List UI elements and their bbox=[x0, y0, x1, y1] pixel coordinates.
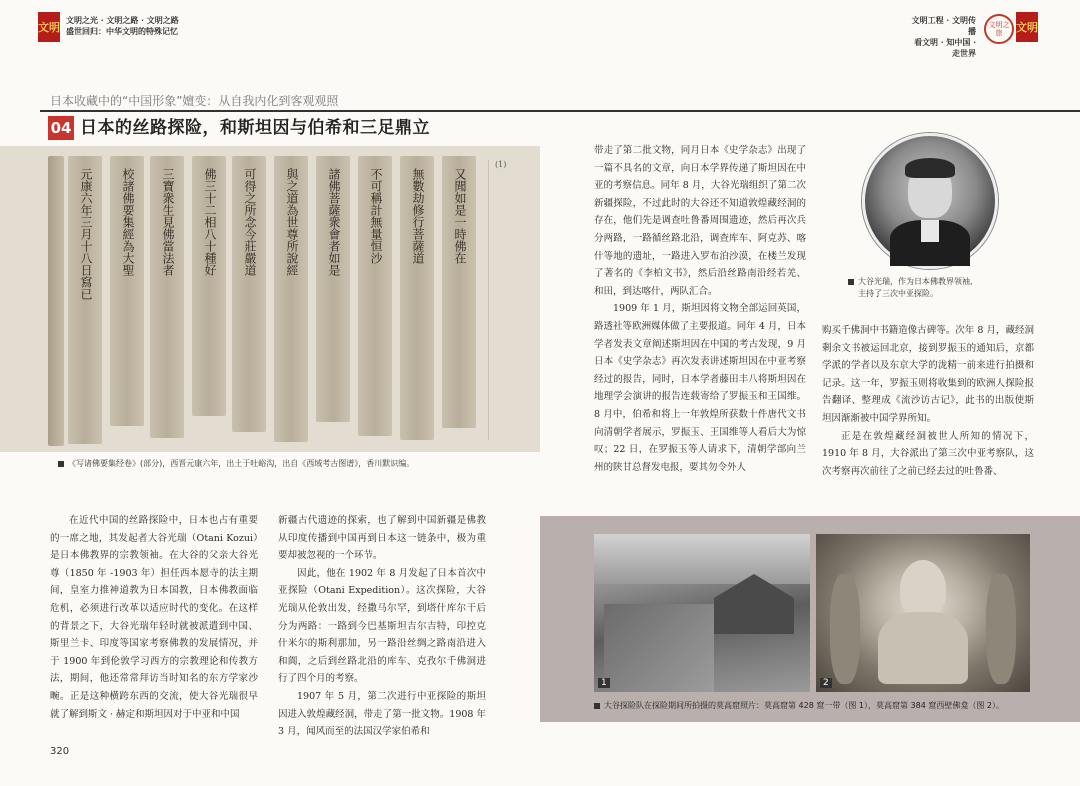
manuscript-caption-text: 《写诸佛要集经卷》(部分)，西晋元康六年，出土于吐峪沟，出自《西域考古图谱》，香川默识编。 bbox=[68, 459, 415, 468]
mogao-384-photo bbox=[816, 534, 1030, 692]
right-logo-text: 文明 bbox=[1016, 21, 1038, 34]
left-logo bbox=[38, 12, 60, 42]
section-divider bbox=[40, 110, 1080, 112]
header-left-line2: 盛世回归：中华文明的特殊记忆 bbox=[66, 26, 178, 36]
right-logo bbox=[1016, 12, 1038, 42]
body-paragraph: 1907 年 5 月，第二次进行中亚探险的斯坦因进入敦煌藏经洞，带走了第一批文物。1908 年 3 月，闻风而至的法国汉学家伯希和 bbox=[278, 690, 486, 738]
photos-caption-text: 大谷探险队在探险期间所拍摄的莫高窟照片：莫高窟第 428 窟一带（图 1），莫高窟第 384 窟西壁佛龛（图 2）。 bbox=[604, 701, 1004, 710]
body-paragraph: 带走了第二批文物，同月日本《史学杂志》出现了一篇不具名的文章，向日本学界传递了斯坦因在中亚的考察信息。同年 8 月，大谷光瑞组织了第二次新疆探险，不过此时的大谷还不知道敦煌藏经洞的存在，他们先是调查吐鲁番周围遗迹，然后再次兵分两路，一路循丝路北沿，调查库车、阿克苏、喀什等地的遗址，一路进入罗布泊沙漠，在楼兰发现了著名的《李柏文书》，然后沿丝路南沿经若羌、和田，到达喀什，两队汇合。 bbox=[594, 145, 806, 297]
caption-bullet-icon bbox=[848, 279, 854, 285]
body-paragraph: 购买千佛洞中书籍造像古碑等。次年 8 月，藏经洞剩余文书被运回北京，接到罗振玉的通知后，京都学派的学者以及东京大学的泷精一前来进行拍摄和记录。这一年，罗振玉则将收集到的欧洲人探险报告翻译、整理成《流沙访古记》，此书的出版使斯坦因渐渐被中国学界所知。 bbox=[822, 325, 1034, 424]
header-right-line2: 看文明 · 知中国 · 走世界 bbox=[914, 37, 976, 58]
header-right-line1: 文明工程 · 文明传播 bbox=[911, 15, 976, 36]
manuscript-text: 與之道為世尊所說經 bbox=[285, 168, 299, 276]
manuscript-image bbox=[0, 146, 540, 452]
photo2-buddha-body bbox=[878, 612, 968, 684]
header-left bbox=[66, 15, 179, 37]
photo2-attendant bbox=[986, 574, 1016, 684]
photo2-attendant bbox=[830, 574, 860, 684]
header-right bbox=[904, 15, 976, 59]
portrait-caption-line2: 主持了三次中亚探险。 bbox=[858, 289, 938, 298]
photo1-number: 1 bbox=[598, 678, 610, 688]
body-paragraph: 因此，他在 1902 年 8 月发起了日本首次中亚探险（Otani Expedition）。这次探险，大谷光瑞从伦敦出发，经撒马尔罕，到塔什库尔干后分为两路：一路到今巴基斯坦吉尔吉特，印控克什米尔的斯利那加，另一路沿丝绸之路南沿进入和阗，之后到丝路北沿的库车、克孜尔千佛洞进行了四个月的考察。 bbox=[278, 567, 486, 685]
manuscript-text: 元康六年三月十八日寫已 bbox=[79, 168, 93, 300]
manuscript-caption bbox=[58, 458, 528, 470]
body-column-1 bbox=[50, 512, 258, 723]
left-logo-text: 文明 bbox=[38, 21, 60, 34]
manuscript-text: 無數劫修行菩薩道 bbox=[411, 168, 425, 264]
seal-text: 文明之旅 bbox=[988, 21, 1010, 37]
photo1-sky bbox=[594, 534, 810, 584]
manuscript-text: 佛三十二相八十種好 bbox=[203, 168, 217, 276]
header-left-line1: 文明之光 · 文明之路 · 文明之路 bbox=[66, 15, 179, 25]
body-paragraph: 正是在敦煌藏经洞被世人所知的情况下，1910 年 8 月，大谷派出了第三次中亚考察队，这次考察再次前往了之前已经去过的吐鲁番、 bbox=[822, 430, 1034, 477]
portrait-photo bbox=[862, 133, 998, 269]
photo2-buddha-head bbox=[900, 560, 946, 618]
body-column-4 bbox=[822, 322, 1034, 480]
caption-bullet-icon bbox=[58, 461, 64, 467]
manuscript-text: 可得之所念今莊嚴道 bbox=[243, 168, 257, 276]
running-title: 日本收藏中的“中国形象”嬗变：从自我内化到客观观照 bbox=[50, 94, 339, 108]
manuscript-text: 諸佛菩薩衆會者如是 bbox=[327, 168, 341, 276]
photo2-number: 2 bbox=[820, 678, 832, 688]
section-number: 04 bbox=[48, 116, 74, 140]
portrait-caption bbox=[848, 276, 1038, 300]
mogao-428-photo bbox=[594, 534, 810, 692]
caption-bullet-icon bbox=[594, 703, 600, 709]
body-column-2 bbox=[278, 512, 486, 741]
portrait-caption-line1: 大谷光瑞，作为日本佛教界领袖, bbox=[858, 277, 973, 286]
body-paragraph: 在近代中国的丝路探险中，日本也占有重要的一席之地，其发起者大谷光瑞（Otani Kozui）是日本佛教界的宗教领袖。在大谷的父亲大谷光尊（1850 年 -1903 年）担任西本愿寺的法主期间，皇室力推神道教为日本国教，日本佛教面临危机，必须进行改革以适应时代的变化。在这样的背景之下，大谷光瑞年轻时就被派遣到中国、斯里兰卡、印度等国家考察佛教的发展情况，并于 1900 年到伦敦学习西方的宗教理论和传教方法，期间，他还常常拜访当时知名的东方学家沙畹。正是这种横跨东西的交流，使大谷光瑞很早就了解到斯文 · 赫定和斯坦因对于中亚和中国 bbox=[50, 515, 258, 720]
photo-panel bbox=[540, 516, 1080, 722]
body-paragraph: 1909 年 1 月，斯坦因将文物全部运回英国，路透社等欧洲媒体做了主要报道。同年 4 月，日本学者发表文章阐述斯坦因在中国的考古发现，9 月日本《史学杂志》再次发表讲述斯坦因在中亚考察经过的报告，同时，日本学者藤田丰八将斯坦因在地理学会演讲的报告连载寄给了罗振玉和王国维。8 月中，伯希和将上一年敦煌所获数十件唐代文书向清朝学者展示，罗振玉、王国维等人看后大为惊叹；22 日，在罗振玉等人请求下，清朝学部向兰州的陕甘总督发电报，要其勿令外人 bbox=[594, 303, 806, 473]
section-title: 日本的丝路探险，和斯坦因与伯希和三足鼎立 bbox=[80, 118, 430, 138]
body-paragraph: 新疆古代遗迹的探索，也了解到中国新疆是佛教从印度传播到中国再到日本这一链条中，极为重要却被忽视的一个环节。 bbox=[278, 515, 486, 562]
page-number: 320 bbox=[50, 746, 70, 757]
body-column-3 bbox=[594, 142, 806, 476]
manuscript-margin bbox=[488, 160, 529, 440]
manuscript-text: 校諸佛要集經為大聖 bbox=[121, 168, 135, 276]
portrait-hair bbox=[905, 158, 955, 178]
photos-caption bbox=[594, 700, 1074, 712]
manuscript-side-note: (1) bbox=[495, 160, 507, 169]
seal-icon bbox=[984, 14, 1014, 44]
manuscript-text: 又聞如是一時佛在 bbox=[453, 168, 467, 264]
manuscript-edge bbox=[48, 156, 64, 446]
manuscript-text: 三寶衆生見佛當法者 bbox=[161, 168, 175, 276]
manuscript-text: 不可稱計無量恒沙 bbox=[369, 168, 383, 264]
photo1-cliff bbox=[604, 604, 714, 692]
portrait-collar bbox=[921, 220, 939, 242]
